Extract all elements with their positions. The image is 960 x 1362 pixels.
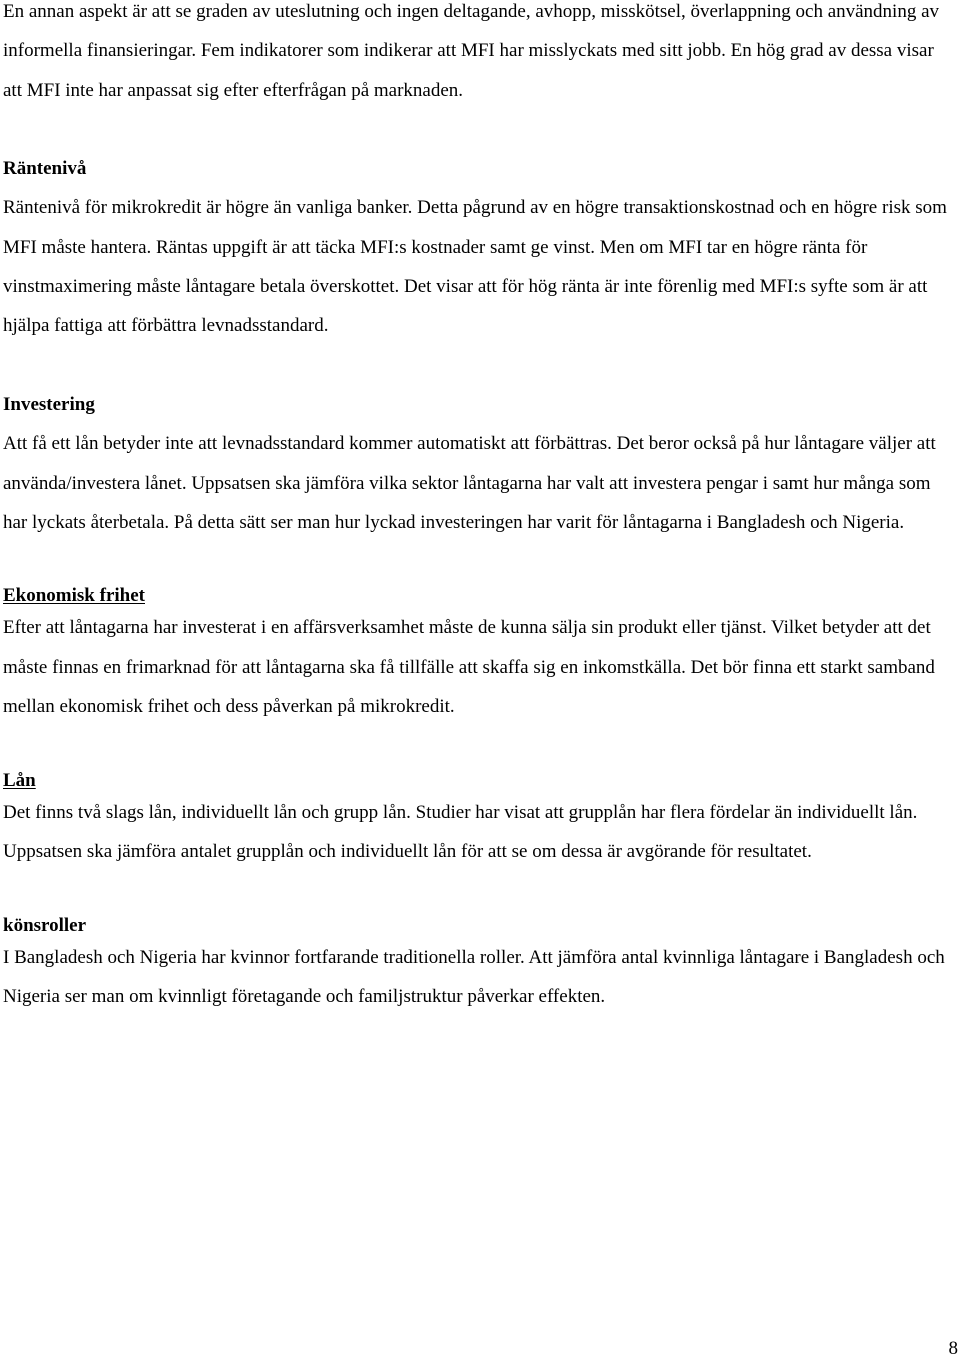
section-body: I Bangladesh och Nigeria har kvinnor fortfarande traditionella roller. Att jämföra antal kvinnliga låntagare i Bangladesh och Nigeria ser man om kvinnligt företagande och familjstruktur påverkar effekten. xyxy=(3,946,945,1007)
spacer xyxy=(3,726,951,765)
section-investering xyxy=(3,385,951,542)
section-ekonomisk-frihet xyxy=(3,581,951,726)
section-body: Efter att låntagarna har investerat i en affärsverksamhet måste de kunna sälja sin produkt eller tjänst. Vilket betyder att det måste finnas en frimarknad för att låntagarna ska få tillfälle att skaffa sig en inkomstkälla. Det bör finna ett starkt samband mellan ekonomisk frihet och dess påverkan på mikrokredit. xyxy=(3,617,935,718)
spacer xyxy=(3,871,951,910)
section-body: Att få ett lån betyder inte att levnadsstandard kommer automatiskt att förbättras. Det beror också på hur låntagare väljer att använda/investera lånet. Uppsatsen ska jämföra vilka sektor låntagarna har valt att investera pengar i samt hur många som har lyckats återbetala. På detta sätt ser man hur lyckad investeringen har varit för låntagarna i Bangladesh och Nigeria. xyxy=(3,433,936,533)
section-heading: Räntenivå xyxy=(3,158,87,180)
section-heading: könsroller xyxy=(3,914,87,936)
section-rantenivå xyxy=(3,149,951,345)
spacer xyxy=(3,110,951,149)
spacer xyxy=(3,346,951,385)
spacer xyxy=(3,542,951,581)
document-page xyxy=(3,0,951,1016)
section-heading: Lån xyxy=(3,769,36,791)
section-konsroller xyxy=(3,911,951,1017)
page-number: 8 xyxy=(948,1338,958,1359)
section-body: Det finns två slags lån, individuellt lån och grupp lån. Studier har visat att grupplån har flera fördelar än individuellt lån. Uppsatsen ska jämföra antalet grupplån och individuellt lån för att se om dessa är avgörande för resultatet. xyxy=(3,801,918,862)
intro-paragraph: En annan aspekt är att se graden av uteslutning och ingen deltagande, avhopp, misskötsel, överlappning och användning av informella finansieringar. Fem indikatorer som indikerar att MFI har misslyckats med sitt jobb. En hög grad av dessa visar att MFI inte har anpassat sig efter efterfrågan på marknaden. xyxy=(3,1,940,101)
section-heading: Investering xyxy=(3,393,95,415)
section-lan xyxy=(3,766,951,872)
section-body: Räntenivå för mikrokredit är högre än vanliga banker. Detta pågrund av en högre transaktionskostnad och en högre risk som MFI måste hantera. Räntas uppgift är att täcka MFI:s kostnader samt ge vinst. Men om MFI tar en högre ränta för vinstmaximering måste låntagare betala överskottet. Det visar att för hög ränta är inte förenlig med MFI:s syfte som är att hjälpa fattiga att förbättra levnadsstandard. xyxy=(3,197,947,337)
section-heading: Ekonomisk frihet xyxy=(3,585,145,607)
